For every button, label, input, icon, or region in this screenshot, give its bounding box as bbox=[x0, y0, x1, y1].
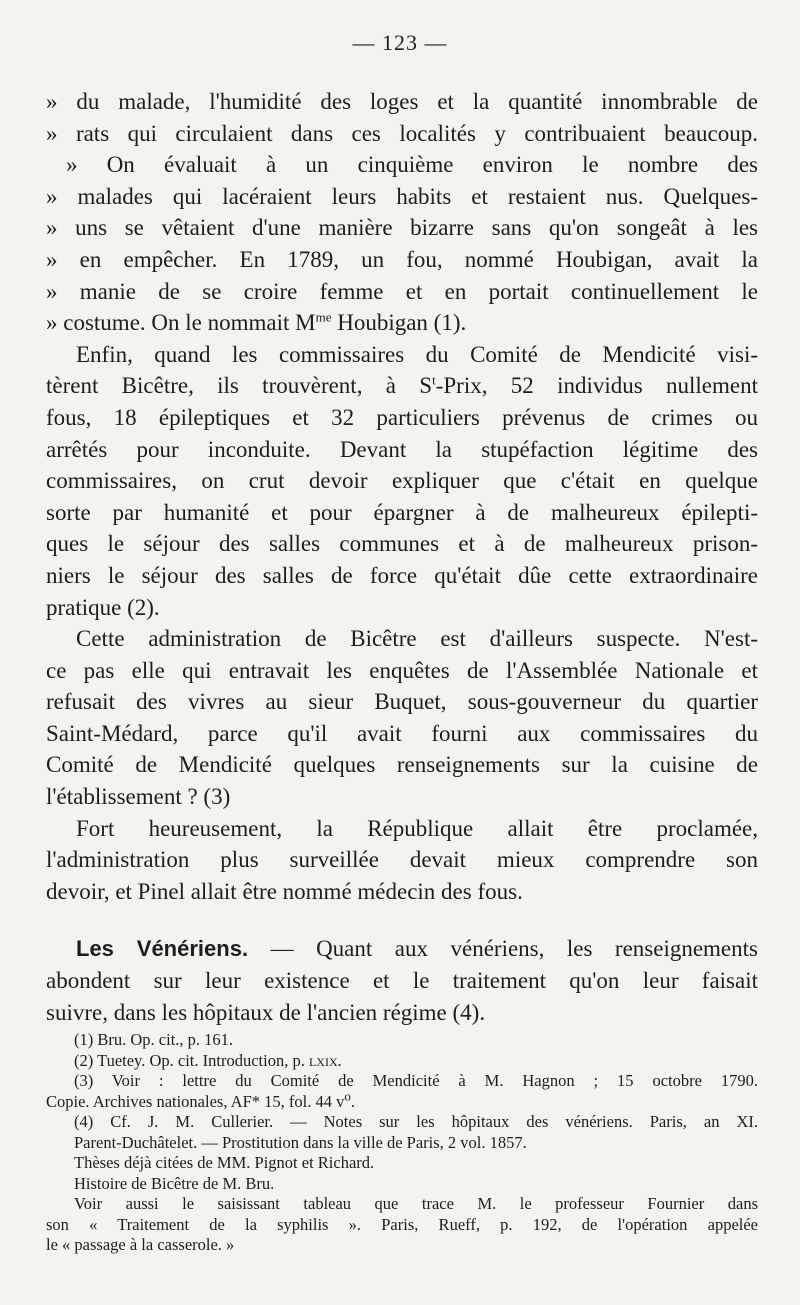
text-line: abondent sur leur existence et le traitement qu'on leur faisait bbox=[46, 968, 758, 994]
text-line: l'administration plus surveillée devait mieux comprendre son bbox=[46, 847, 758, 873]
superscript: o bbox=[344, 1088, 351, 1103]
text-line: arrêtés pour inconduite. Devant la stupéfaction légitime des bbox=[46, 436, 758, 462]
text-line: » du malade, l'humidité des loges et la quantité innombrable de bbox=[46, 89, 758, 114]
text-run: -Prix, 52 individus nullement bbox=[435, 373, 758, 399]
text-line: devoir, et Pinel allait être nommé médecin des fous. bbox=[46, 878, 523, 904]
page-number: — 123 — bbox=[352, 30, 448, 55]
text-line: pratique (2). bbox=[46, 594, 160, 620]
footnote bbox=[46, 1051, 758, 1072]
text-line: » manie de se croire femme et en portait continuellement le bbox=[46, 278, 758, 304]
text-run: . bbox=[337, 1050, 342, 1070]
text-line: » On évaluait à un cinquième environ le nombre des bbox=[66, 152, 758, 178]
footnote: Thèses déjà citées de MM. Pignot et Richard. bbox=[74, 1153, 375, 1172]
text-line: fous, 18 épileptiques et 32 particuliers prévenus de crimes ou bbox=[46, 404, 758, 430]
text-line: sorte par humanité et pour épargner à de malheureux épilepti- bbox=[46, 499, 758, 525]
footnote: Voir aussi le saisissant tableau que trace M. le professeur Fournier dans bbox=[74, 1194, 758, 1213]
section-heading: Les Vénériens. bbox=[76, 936, 249, 962]
footnote bbox=[46, 1088, 758, 1113]
text-line: niers le séjour des salles de force qu'était dûe cette extraordinaire bbox=[46, 562, 758, 588]
text-line: » malades qui lacéraient leurs habits et restaient nus. Quelques- bbox=[46, 183, 758, 209]
roman-numeral: lxix bbox=[308, 1050, 338, 1070]
footnote: son « Traitement de la syphilis ». Paris, Rueff, p. 192, de l'opération appelée bbox=[46, 1214, 758, 1234]
text-line: refusait des vivres au sieur Buquet, sous-gouverneur du quartier bbox=[46, 689, 758, 715]
text-run: — Quant aux vénériens, les renseignements bbox=[248, 936, 758, 962]
footnote: le « passage à la casserole. » bbox=[46, 1235, 235, 1254]
text-line: Enfin, quand les commissaires du Comité de Mendicité visi- bbox=[76, 341, 758, 367]
superscript: me bbox=[315, 309, 332, 325]
text-line bbox=[46, 370, 758, 402]
text-line: Fort heureusement, la République allait être proclamée, bbox=[76, 815, 758, 841]
superscript: t bbox=[432, 372, 436, 388]
footnote: (3) Voir : lettre du Comité de Mendicité à M. Hagnon ; 15 octobre 1790. bbox=[74, 1071, 758, 1090]
footnote: Histoire de Bicêtre de M. Bru. bbox=[74, 1173, 275, 1193]
footnote: (1) Bru. Op. cit., p. 161. bbox=[74, 1030, 234, 1049]
text-run: tèrent Bicêtre, ils trouvèrent, à S bbox=[46, 373, 433, 399]
text-line: ques le séjour des salles communes et à de malheureux prison- bbox=[46, 531, 758, 557]
footnote: (4) Cf. J. M. Cullerier. — Notes sur les hôpitaux des vénériens. Paris, an XI. bbox=[74, 1112, 758, 1131]
footnotes bbox=[46, 1030, 758, 1256]
text-line: Cette administration de Bicêtre est d'ailleurs suspecte. N'est- bbox=[76, 626, 758, 652]
paragraph-gap bbox=[46, 907, 758, 933]
text-line bbox=[46, 307, 758, 339]
text-line: ce pas elle qui entravait les enquêtes de l'Assemblée Nationale et bbox=[46, 657, 758, 683]
text-run: . bbox=[350, 1091, 355, 1111]
footnote: Parent-Duchâtelet. — Prostitution dans la ville de Paris, 2 vol. 1857. bbox=[74, 1132, 527, 1152]
text-line: commissaires, on crut devoir expliquer que c'était en quelque bbox=[46, 468, 758, 494]
text-line: Saint-Médard, parce qu'il avait fourni aux commissaires du bbox=[46, 720, 758, 746]
text-line: » uns se vêtaient d'une manière bizarre sans qu'on songeât à les bbox=[46, 215, 758, 241]
text-run: » costume. On le nommait M bbox=[46, 310, 316, 336]
text-run: Copie. Archives nationales, AF* 15, fol. 44 v bbox=[46, 1091, 345, 1111]
body-text bbox=[46, 86, 758, 1028]
text-line bbox=[46, 933, 758, 965]
text-run: (2) Tuetey. Op. cit. Introduction, p. bbox=[74, 1050, 309, 1070]
text-line: » en empêcher. En 1789, un fou, nommé Houbigan, avait la bbox=[46, 246, 758, 272]
text-line: suivre, dans les hôpitaux de l'ancien régime (4). bbox=[46, 999, 486, 1025]
text-line: l'établissement ? (3) bbox=[46, 784, 231, 810]
text-line: Comité de Mendicité quelques renseignements sur la cuisine de bbox=[46, 752, 758, 778]
text-line: » rats qui circulaient dans ces localités y contribuaient beaucoup. bbox=[46, 120, 758, 146]
text-run: Houbigan (1). bbox=[331, 310, 467, 336]
